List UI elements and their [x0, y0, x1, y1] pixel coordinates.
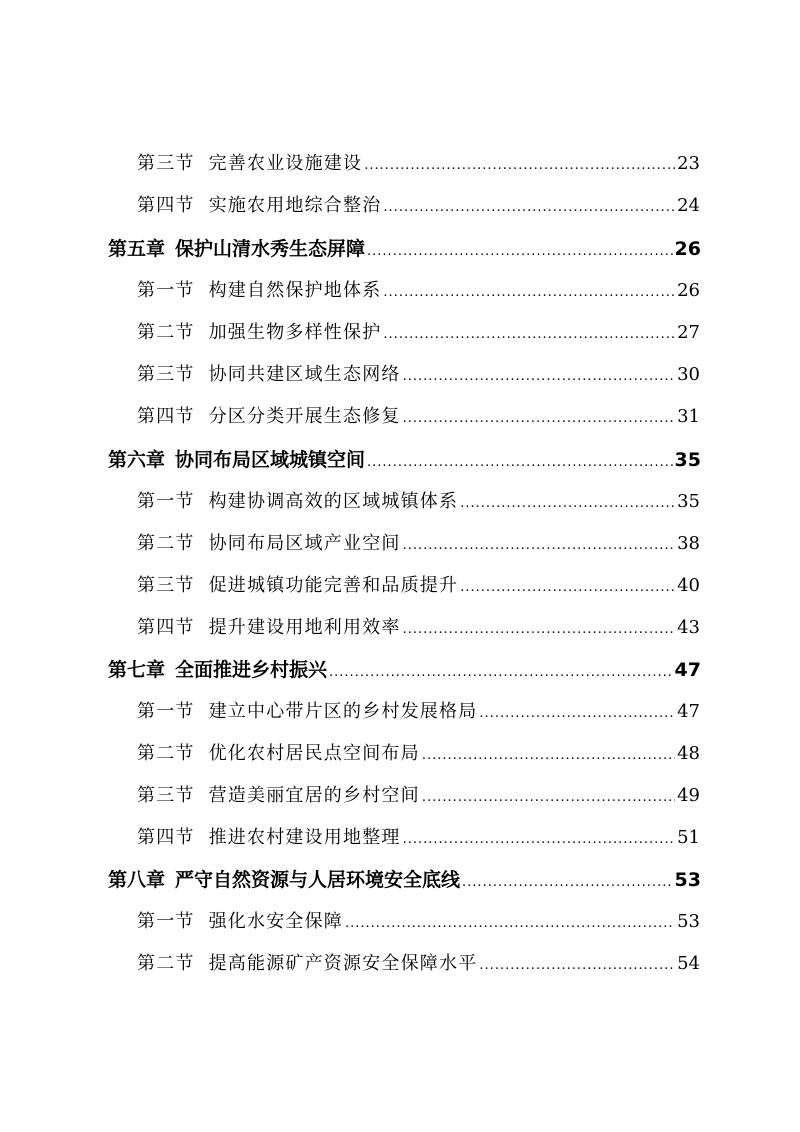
toc-entry-title: 优化农村居民点空间布局: [208, 743, 420, 764]
dot-leader: [329, 659, 673, 681]
toc-entry-section[interactable]: [137, 529, 700, 555]
toc-entry-section[interactable]: [137, 781, 700, 807]
toc-entry-section[interactable]: [137, 318, 700, 344]
dot-leader: [479, 953, 675, 974]
toc-entry-chapter[interactable]: [108, 865, 701, 892]
toc-entry-section[interactable]: [137, 149, 700, 175]
toc-entry-label: 第二节: [137, 322, 195, 343]
dot-leader: [364, 153, 675, 174]
toc-entry-title: 构建协调高效的区域城镇体系: [208, 491, 459, 512]
toc-entry-title: 加强生物多样性保护: [208, 322, 382, 343]
toc-entry-label: 第三节: [137, 364, 195, 385]
toc-entry-label: 第三节: [137, 785, 195, 806]
toc-entry-title: 保护山清水秀生态屏障: [175, 238, 366, 260]
toc-entry-label: 第二节: [137, 953, 195, 974]
toc-entry-label: 第五章: [108, 238, 166, 260]
toc-entry-label: 第三节: [137, 575, 195, 596]
toc-entry-title: 分区分类开展生态修复: [208, 406, 401, 427]
toc-entry-page: 47: [677, 701, 700, 722]
toc-entry-label: 第七章: [108, 659, 166, 681]
dot-leader: [367, 449, 673, 471]
toc-entry-page: 26: [677, 280, 700, 301]
toc-entry-label: 第四节: [137, 827, 195, 848]
toc-entry-label: 第四节: [137, 406, 195, 427]
toc-entry-section[interactable]: [137, 276, 700, 302]
toc-entry-page: 43: [677, 617, 700, 638]
toc-entry-chapter[interactable]: [108, 445, 701, 472]
toc-entry-section[interactable]: [137, 487, 700, 513]
toc-entry-label: 第一节: [137, 701, 195, 722]
toc-entry-title: 构建自然保护地体系: [208, 280, 382, 301]
toc-entry-page: 35: [674, 449, 701, 471]
toc-entry-title: 促进城镇功能完善和品质提升: [208, 575, 459, 596]
toc-entry-page: 38: [677, 533, 700, 554]
toc-entry-section[interactable]: [137, 360, 700, 386]
dot-leader: [403, 406, 675, 427]
dot-leader: [422, 743, 675, 764]
toc-entry-title: 协同布局区域城镇空间: [175, 449, 366, 471]
toc-entry-page: 27: [677, 322, 700, 343]
toc-entry-label: 第二节: [137, 533, 195, 554]
toc-entry-section[interactable]: [137, 697, 700, 723]
toc-entry-section[interactable]: [137, 739, 700, 765]
toc-entry-page: 49: [677, 785, 700, 806]
toc-entry-page: 51: [677, 827, 700, 848]
toc-entry-label: 第四节: [137, 195, 195, 216]
toc-entry-label: 第一节: [137, 491, 195, 512]
toc-entry-page: 54: [677, 953, 700, 974]
dot-leader: [422, 785, 675, 806]
toc-entry-page: 48: [677, 743, 700, 764]
toc-entry-page: 40: [677, 575, 700, 596]
toc-entry-page: 53: [677, 911, 700, 932]
toc-entry-label: 第八章: [108, 869, 166, 891]
toc-entry-label: 第三节: [137, 153, 195, 174]
dot-leader: [403, 827, 675, 848]
toc-entry-page: 31: [677, 406, 700, 427]
toc-entry-title: 营造美丽宜居的乡村空间: [208, 785, 420, 806]
dot-leader: [460, 491, 675, 512]
toc-entry-page: 23: [677, 153, 700, 174]
toc-entry-section[interactable]: [137, 907, 700, 933]
toc-entry-page: 35: [677, 491, 700, 512]
toc-entry-title: 完善农业设施建设: [208, 153, 363, 174]
dot-leader: [403, 617, 675, 638]
toc-entry-section[interactable]: [137, 191, 700, 217]
toc-entry-section[interactable]: [137, 823, 700, 849]
dot-leader: [383, 280, 675, 301]
toc-entry-title: 严守自然资源与人居环境安全底线: [175, 869, 461, 891]
toc-entry-label: 第一节: [137, 911, 195, 932]
toc-entry-title: 建立中心带片区的乡村发展格局: [208, 701, 478, 722]
toc-entry-page: 47: [674, 659, 701, 681]
toc-entry-page: 24: [677, 195, 700, 216]
toc-entry-label: 第一节: [137, 280, 195, 301]
dot-leader: [383, 195, 675, 216]
toc-entry-label: 第四节: [137, 617, 195, 638]
toc-entry-page: 30: [677, 364, 700, 385]
toc-entry-section[interactable]: [137, 949, 700, 975]
dot-leader: [479, 701, 675, 722]
toc-entry-section[interactable]: [137, 571, 700, 597]
dot-leader: [403, 364, 675, 385]
toc-entry-title: 推进农村建设用地整理: [208, 827, 401, 848]
toc-entry-title: 实施农用地综合整治: [208, 195, 382, 216]
toc-entry-chapter[interactable]: [108, 234, 701, 261]
toc-entry-title: 协同布局区域产业空间: [208, 533, 401, 554]
toc-entry-page: 53: [674, 869, 701, 891]
toc-entry-page: 26: [674, 238, 701, 260]
toc-entry-title: 强化水安全保障: [208, 911, 344, 932]
dot-leader: [383, 322, 675, 343]
toc-entry-title: 协同共建区域生态网络: [208, 364, 401, 385]
toc-entry-title: 提高能源矿产资源安全保障水平: [208, 953, 478, 974]
dot-leader: [403, 533, 675, 554]
dot-leader: [367, 238, 673, 260]
toc-entry-title: 全面推进乡村振兴: [175, 659, 328, 681]
toc-entry-label: 第六章: [108, 449, 166, 471]
dot-leader: [462, 869, 673, 891]
toc-entry-section[interactable]: [137, 613, 700, 639]
toc-entry-section[interactable]: [137, 402, 700, 428]
dot-leader: [345, 911, 675, 932]
toc-entry-chapter[interactable]: [108, 655, 701, 682]
dot-leader: [460, 575, 675, 596]
toc-entry-label: 第二节: [137, 743, 195, 764]
toc-entry-title: 提升建设用地利用效率: [208, 617, 401, 638]
